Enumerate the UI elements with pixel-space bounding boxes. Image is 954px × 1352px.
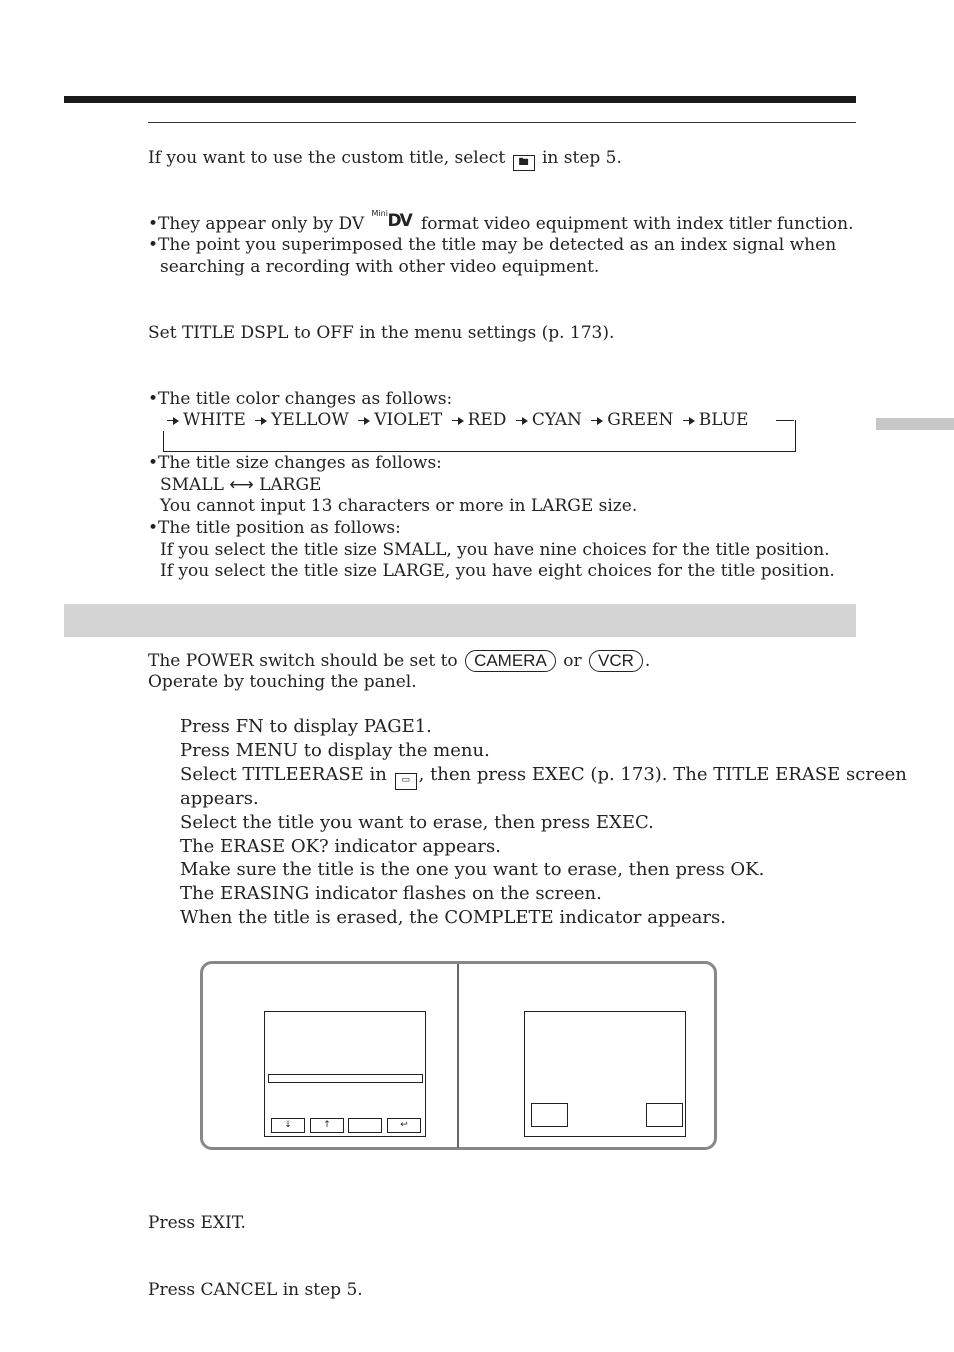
tape-menu-icon: ▭: [395, 773, 417, 790]
return-icon: ↩: [400, 1120, 408, 1130]
arrow-icon: [255, 416, 267, 426]
return-button: [387, 1118, 421, 1133]
step-5-result: The ERASING indicator flashes on the screen.: [180, 883, 602, 904]
arrow-icon: [683, 416, 695, 426]
step-4-result: The ERASE OK? indicator appears.: [180, 836, 501, 857]
section-heading-band: [64, 604, 856, 637]
header-rule-thin: [148, 122, 856, 123]
panel-divider: [457, 964, 459, 1148]
minidv-logo: Mini DV: [371, 209, 411, 231]
down-arrow-button: ↓: [271, 1118, 305, 1133]
step-5: Make sure the title is the one you want to erase, then press OK.: [180, 859, 765, 880]
step-5-complete: When the title is erased, the COMPLETE indicator appears.: [180, 907, 726, 928]
color-intro: •The title color changes as follows:: [148, 389, 453, 409]
operate-panel-text: Operate by touching the panel.: [148, 672, 417, 692]
arrow-icon: [452, 416, 464, 426]
cancel-instruction: Press CANCEL in step 5.: [148, 1280, 363, 1300]
side-tab-marker: [876, 418, 954, 430]
vcr-mode-badge: VCR: [589, 650, 643, 672]
index-note-1: •They appear only by DV Mini DV format video equipment with index titler function.: [148, 209, 854, 234]
step-4: Select the title you want to erase, then press EXEC.: [180, 812, 654, 833]
color-cycle-loop-top: [776, 420, 794, 421]
position-line-1: If you select the title size SMALL, you have nine choices for the title position.: [160, 540, 830, 560]
position-line-2: If you select the title size LARGE, you have eight choices for the title position.: [160, 561, 835, 581]
step-3: Select TITLEERASE in ▭ , then press EXEC (p. 173). The TITLE ERASE screen: [180, 763, 907, 790]
confirm-ok-button: [531, 1103, 568, 1127]
up-arrow-button: ↑: [310, 1118, 344, 1133]
confirm-cancel-button: [646, 1103, 683, 1127]
step-3-cont: appears.: [180, 788, 259, 809]
display-off-text: Set TITLE DSPL to OFF in the menu settings (p. 173).: [148, 323, 615, 343]
power-switch-line: The POWER switch should be set to CAMERA or VCR .: [148, 651, 651, 671]
camera-mode-badge: CAMERA: [465, 650, 556, 672]
step-2: Press MENU to display the menu.: [180, 740, 490, 761]
custom-title-line: If you want to use the custom title, select 🖿 in step 5.: [148, 147, 622, 171]
size-intro: •The title size changes as follows:: [148, 453, 442, 473]
folder-icon: 🖿: [513, 155, 535, 171]
size-limit: You cannot input 13 characters or more in LARGE size.: [160, 496, 638, 516]
double-arrow-icon: ⟷: [229, 475, 254, 495]
arrow-icon: [358, 416, 370, 426]
position-intro: •The title position as follows:: [148, 518, 401, 538]
arrow-icon: [167, 416, 179, 426]
index-note-2: •The point you superimposed the title may be detected as an index signal when: [148, 235, 837, 255]
header-rule-thick: [64, 96, 856, 103]
title-selection-bar: [268, 1074, 423, 1083]
size-options: SMALL ⟷ LARGE: [160, 475, 322, 495]
step-1: Press FN to display PAGE1.: [180, 716, 432, 737]
arrow-icon: [516, 416, 528, 426]
arrow-icon: [591, 416, 603, 426]
color-cycle: WHITE YELLOW VIOLET RED CYAN GREEN BLUE: [163, 409, 752, 431]
index-note-2-cont: searching a recording with other video equipment.: [160, 257, 600, 277]
exit-instruction: Press EXIT.: [148, 1213, 246, 1233]
exec-button: [348, 1118, 382, 1133]
